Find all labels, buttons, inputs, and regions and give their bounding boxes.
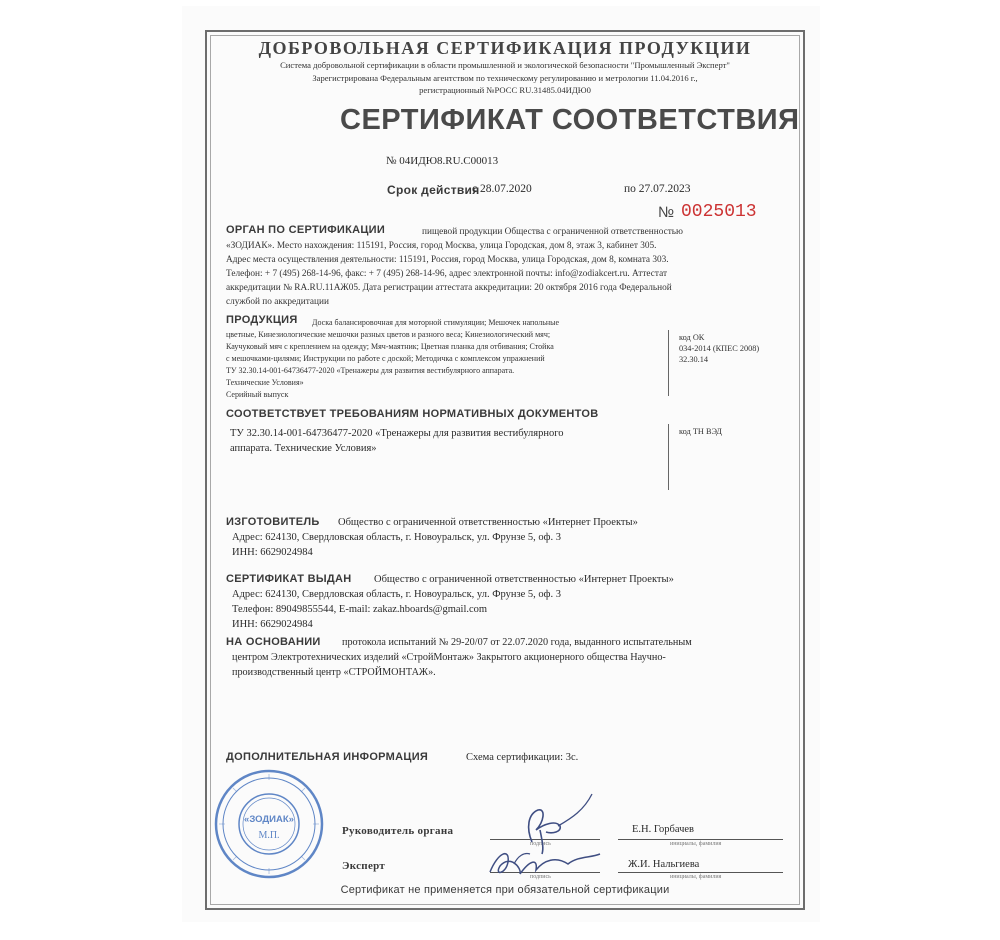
body-line-2: Адрес места осуществления деятельности: 115191, Россия, город Москва, улица Городская, дом 8, комната 303. bbox=[226, 255, 669, 265]
head-name-caption: инициалы, фамилия bbox=[670, 841, 722, 847]
stamp-mp: М.П. bbox=[258, 830, 280, 841]
body-line-3: Телефон: + 7 (495) 268-14-96, факс: + 7 (495) 268-14-96, адрес электронной почты: info@zodiakcert.ru. Аттестат bbox=[226, 269, 668, 279]
certificate-number: № 04ИДЮ8.RU.C00013 bbox=[386, 155, 499, 167]
basis-line-2: производственный центр «СТРОЙМОНТАЖ». bbox=[232, 667, 436, 678]
product-line-1: цветные, Кинезиологические мешочки разных цветов и разного веса; Кинезиологический мяч; bbox=[226, 330, 551, 339]
certificate-title: СЕРТИФИКАТ СООТВЕТСТВИЯ bbox=[340, 104, 800, 136]
header-title: ДОБРОВОЛЬНАЯ СЕРТИФИКАЦИЯ ПРОДУКЦИИ bbox=[258, 38, 752, 58]
head-signature-caption: подпись bbox=[530, 841, 551, 847]
serial-number: 0025013 bbox=[681, 202, 757, 222]
serial-prefix: № bbox=[658, 204, 675, 221]
product-line-4: ТУ 32.30.14-001-64736477-2020 «Тренажеры для развития вестибулярного аппарата. bbox=[226, 366, 515, 375]
body-line-0: пищевой продукции Общества с ограниченной ответственностью bbox=[422, 227, 683, 237]
product-line-2: Каучуковый мяч с креплением на одежду; Мяч-маятник; Цветная планка для отбивания; Стойка bbox=[226, 342, 554, 351]
product-line-3: с мешочками-цилями; Инструкции по работе с доской; Методичка с комплексом упражнений bbox=[226, 354, 545, 363]
valid-to: по 27.07.2023 bbox=[624, 183, 691, 195]
expert-signature-caption: подпись bbox=[530, 874, 551, 880]
header-reg-number: регистрационный №РОСС RU.31485.04ИДЮ0 bbox=[419, 85, 591, 95]
head-name: Е.Н. Горбачев bbox=[632, 824, 695, 835]
issued-to-name: Общество с ограниченной ответственностью «Интернет Проекты» bbox=[374, 574, 674, 585]
okpd-line-1: 034-2014 (КПЕС 2008) bbox=[679, 344, 760, 353]
valid-from: с 28.07.2020 bbox=[472, 183, 532, 195]
body-label: ОРГАН ПО СЕРТИФИКАЦИИ bbox=[226, 224, 386, 236]
issued-to-phone: Телефон: 89049855544, E-mail: zakaz.hboards@gmail.com bbox=[232, 604, 488, 615]
body-line-5: службой по аккредитации bbox=[226, 297, 329, 307]
basis-line-0: протокола испытаний № 29-20/07 от 22.07.2020 года, выданного испытательным bbox=[342, 637, 692, 648]
issued-to-address: Адрес: 624130, Свердловская область, г. Новоуральск, ул. Фрунзе 5, оф. 3 bbox=[232, 589, 561, 600]
manufacturer-name: Общество с ограниченной ответственностью «Интернет Проекты» bbox=[338, 517, 638, 528]
product-line-0: Доска балансировочная для моторной стимуляции; Мешочек напольные bbox=[312, 318, 560, 327]
okpd-line-0: код ОК bbox=[679, 333, 705, 342]
product-line-6: Серийный выпуск bbox=[226, 390, 289, 399]
head-label: Руководитель органа bbox=[342, 825, 454, 837]
zodiak-stamp bbox=[213, 768, 325, 880]
head-name-line bbox=[618, 839, 783, 840]
handwritten-signatures bbox=[480, 790, 620, 890]
manufacturer-label: ИЗГОТОВИТЕЛЬ bbox=[226, 516, 320, 528]
manufacturer-address: Адрес: 624130, Свердловская область, г. Новоуральск, ул. Фрунзе 5, оф. 3 bbox=[232, 532, 561, 543]
tnved-code-box bbox=[668, 424, 791, 490]
issued-to-inn: ИНН: 6629024984 bbox=[232, 619, 313, 630]
tnved-label: код ТН ВЭД bbox=[679, 427, 722, 436]
okpd-line-2: 32.30.14 bbox=[679, 355, 709, 364]
expert-name-caption: инициалы, фамилия bbox=[670, 874, 722, 880]
issued-to-label: СЕРТИФИКАТ ВЫДАН bbox=[226, 573, 352, 585]
body-line-4: аккредитации № RA.RU.11АЖ05. Дата регистрации аттестата аккредитации: 20 октября 2016 года Федеральной bbox=[226, 283, 672, 293]
header-registered: Зарегистрирована Федеральным агентством по техническому регулированию и метрологии 11.04.2016 г., bbox=[312, 73, 698, 83]
basis-label: НА ОСНОВАНИИ bbox=[226, 636, 321, 648]
conformity-line-1: аппарата. Технические Условия» bbox=[230, 443, 377, 454]
validity-label: Срок действия bbox=[387, 183, 480, 197]
footer-note: Сертификат не применяется при обязательной сертификации bbox=[340, 884, 670, 896]
expert-label: Эксперт bbox=[342, 860, 386, 872]
basis-line-1: центром Электротехнических изделий «СтройМонтаж» Закрытого акционерного общества Научно- bbox=[232, 652, 666, 663]
header-system: Система добровольной сертификации в области промышленной и экологической безопасности "Промышленный Эксперт" bbox=[280, 60, 730, 70]
additional-label: ДОПОЛНИТЕЛЬНАЯ ИНФОРМАЦИЯ bbox=[226, 751, 429, 763]
conformity-line-0: ТУ 32.30.14-001-64736477-2020 «Тренажеры для развития вестибулярного bbox=[230, 428, 564, 439]
product-line-5: Технические Условия» bbox=[226, 378, 304, 387]
expert-name: Ж.И. Нальгиева bbox=[628, 859, 700, 870]
manufacturer-inn: ИНН: 6629024984 bbox=[232, 547, 313, 558]
body-line-1: «ЗОДИАК». Место нахождения: 115191, Россия, город Москва, улица Городская, дом 8, этаж 3, кабинет 305. bbox=[226, 241, 657, 251]
expert-name-line bbox=[618, 872, 783, 873]
stamp-name: «ЗОДИАК» bbox=[244, 814, 294, 825]
product-label: ПРОДУКЦИЯ bbox=[226, 314, 298, 326]
conformity-label: СООТВЕТСТВУЕТ ТРЕБОВАНИЯМ НОРМАТИВНЫХ ДОКУМЕНТОВ bbox=[226, 408, 599, 420]
additional-text: Схема сертификации: 3с. bbox=[466, 752, 579, 763]
okpd-code-box bbox=[668, 330, 791, 396]
